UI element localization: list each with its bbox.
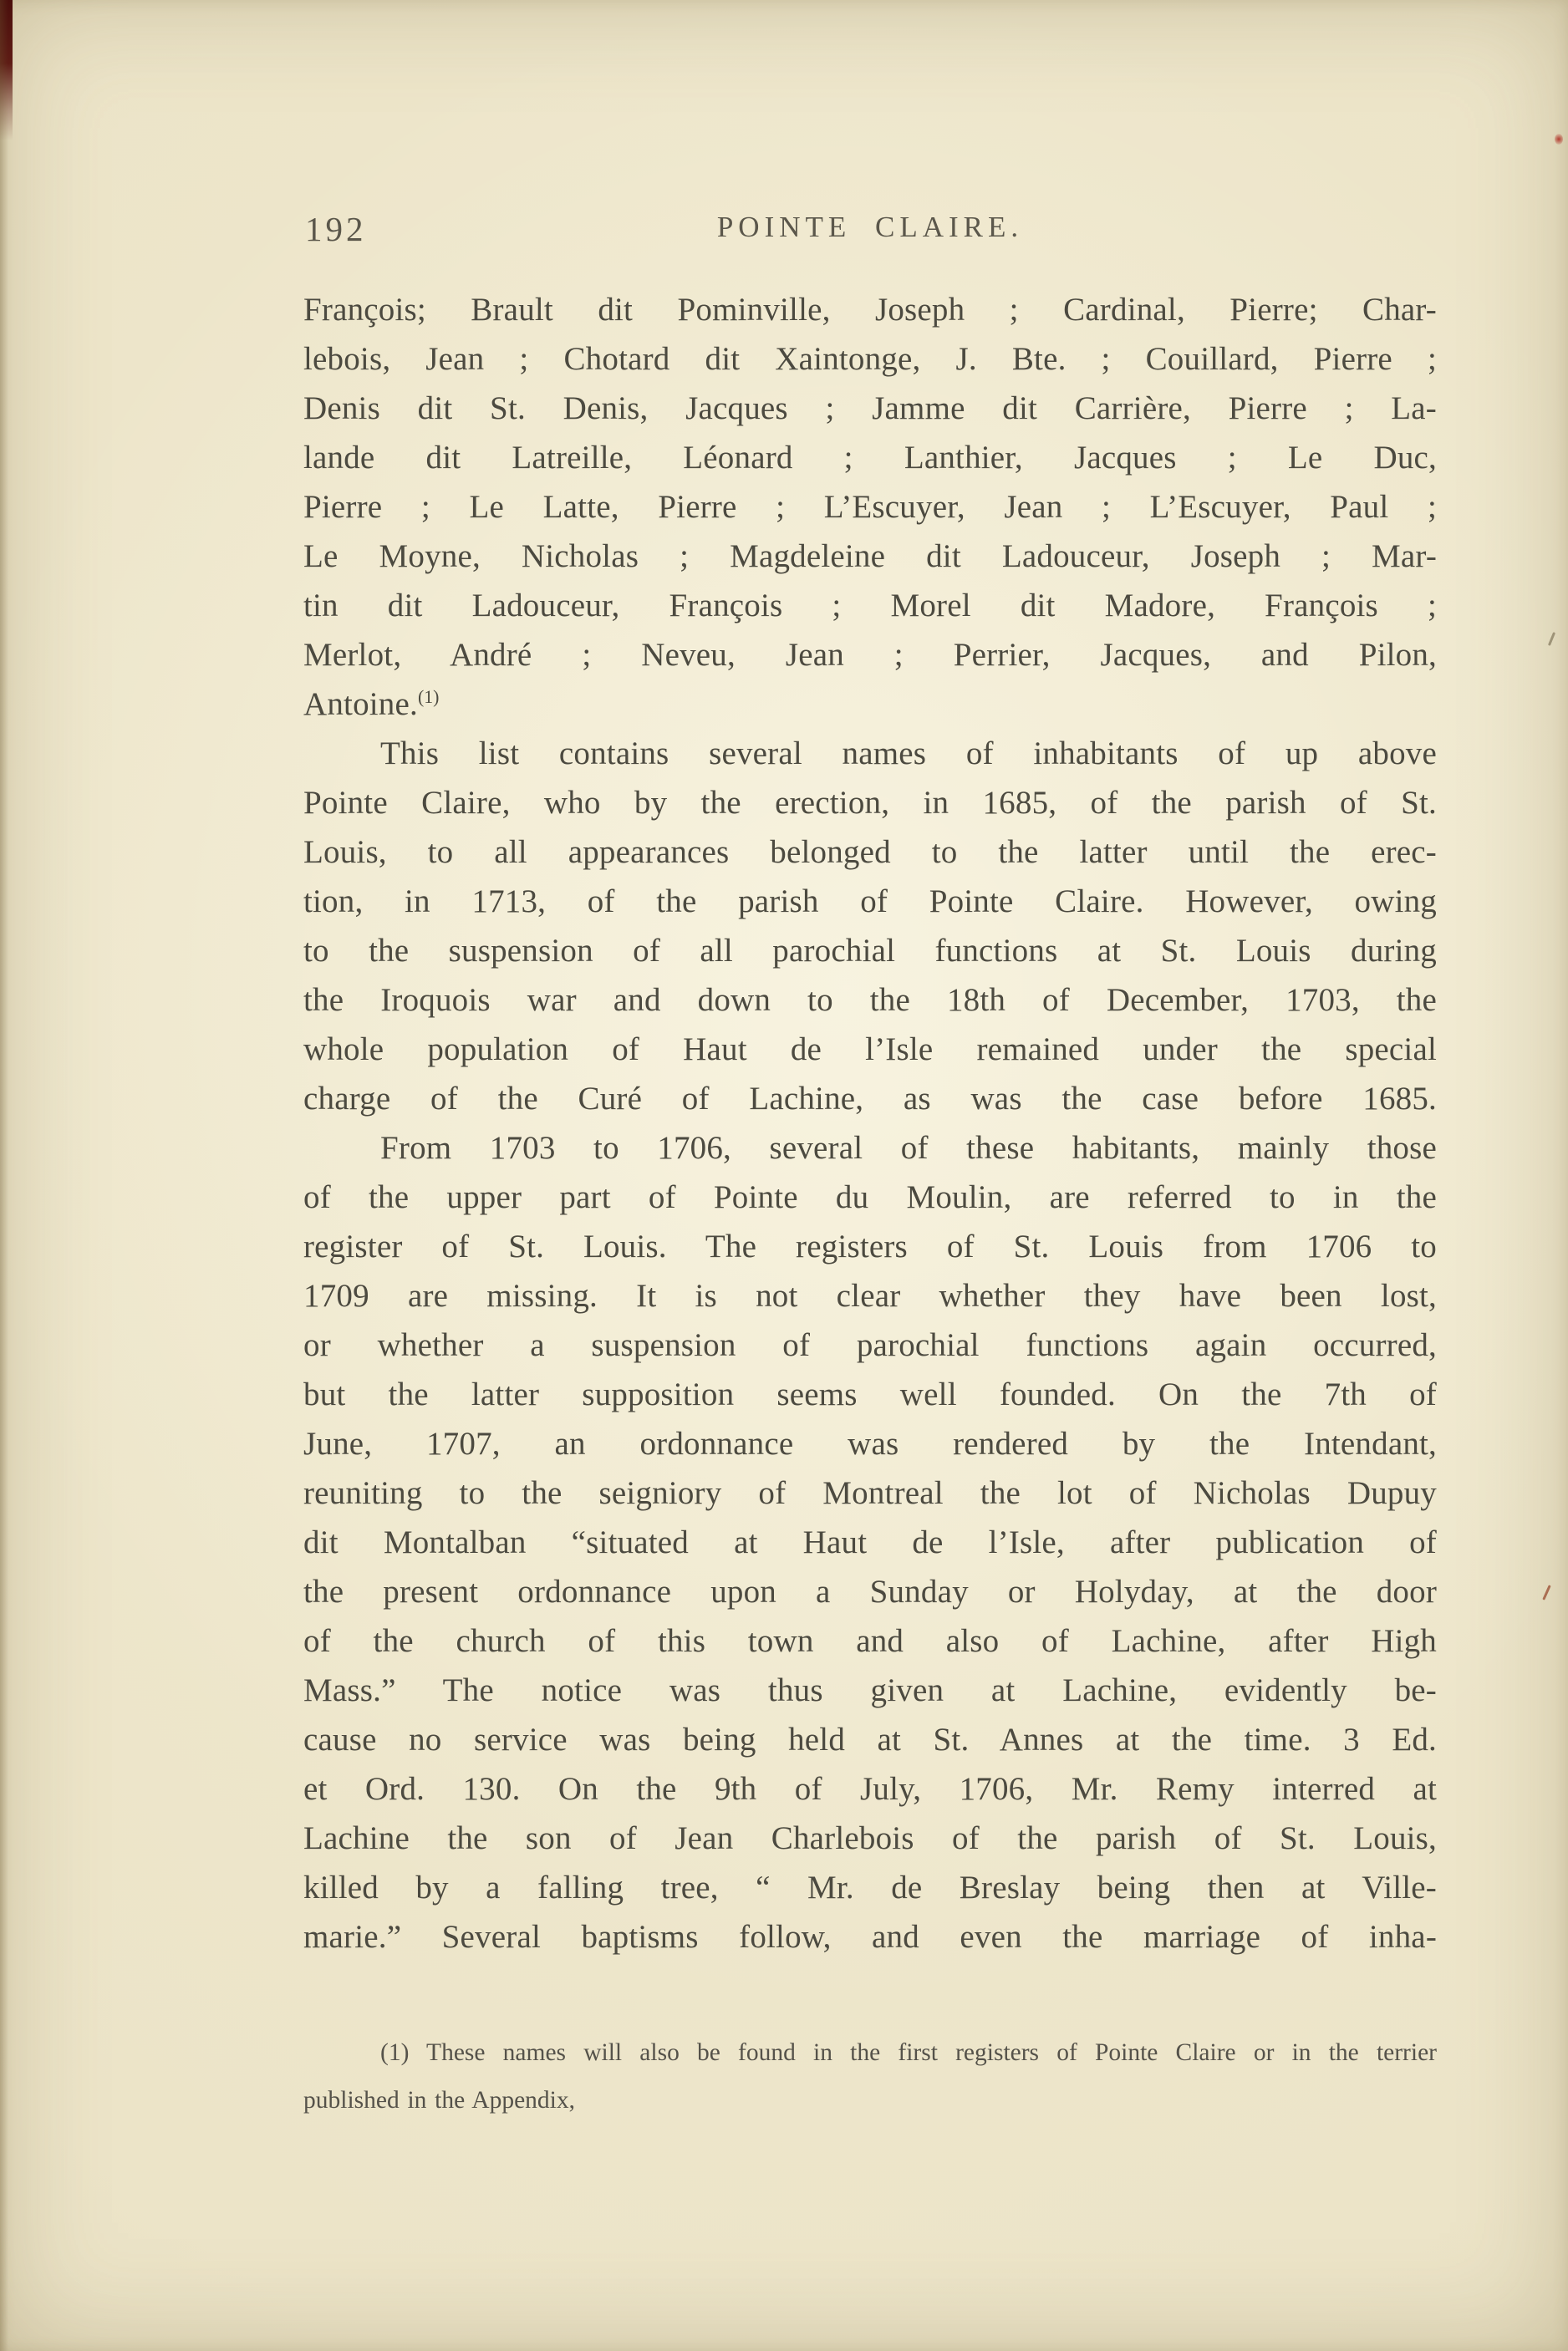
paragraph	[303, 2029, 1437, 2125]
text-line: Antoine.$^{(1)}$	[303, 686, 440, 722]
text-line: whole population of Haut de l’Isle remained under the special	[303, 1031, 1437, 1067]
text-line: dit Montalban “situated at Haut de l’Isle, after publication of	[303, 1524, 1437, 1560]
text-line: Denis dit St. Denis, Jacques ; Jamme dit Carrière, Pierre ; La-	[303, 390, 1437, 426]
text-line: et Ord. 130. On the 9th of July, 1706, Mr. Remy interred at	[303, 1771, 1437, 1807]
paragraph	[303, 729, 1437, 1123]
text-block	[303, 285, 1437, 1962]
paper-speck	[1555, 134, 1563, 145]
footnote-ref: (1)	[417, 687, 440, 707]
text-line: but the latter supposition seems well founded. On the 7th of	[303, 1377, 1437, 1412]
text-line: (1) These names will also be found in the first registers of Pointe Claire or in the terrier	[380, 2039, 1437, 2066]
text-line: Pointe Claire, who by the erection, in 1685, of the parish of St.	[303, 785, 1437, 821]
text-line: reuniting to the seigniory of Montreal the lot of Nicholas Dupuy	[303, 1475, 1437, 1511]
text-line: June, 1707, an ordonnance was rendered by the Intendant,	[303, 1426, 1437, 1462]
text-line: or whether a suspension of parochial functions again occurred,	[303, 1327, 1437, 1363]
paragraph	[303, 1123, 1437, 1962]
text-line: cause no service was being held at St. Annes at the time. 3 Ed.	[303, 1722, 1437, 1758]
text-line: This list contains several names of inhabitants of up above	[380, 735, 1437, 771]
text-line: marie.” Several baptisms follow, and even the marriage of inha-	[303, 1919, 1437, 1955]
text-line: Pierre ; Le Latte, Pierre ; L’Escuyer, Jean ; L’Escuyer, Paul ;	[303, 489, 1437, 525]
text-line: From 1703 to 1706, several of these habitants, mainly those	[380, 1130, 1437, 1166]
text-line: Mass.” The notice was thus given at Lachine, evidently be-	[303, 1672, 1437, 1708]
page-header-row	[303, 207, 1437, 257]
text-line: Merlot, André ; Neveu, Jean ; Perrier, Jacques, and Pilon,	[303, 637, 1437, 673]
text-line: of the upper part of Pointe du Moulin, are referred to in the	[303, 1179, 1437, 1215]
margin-mark	[1548, 632, 1555, 646]
page-edge-shadow	[0, 0, 8, 2351]
margin-mark	[1542, 1585, 1550, 1600]
text-line: of the church of this town and also of Lachine, after High	[303, 1623, 1437, 1659]
page-number: 192	[305, 210, 367, 248]
text-line: Lachine the son of Jean Charlebois of the parish of St. Louis,	[303, 1820, 1437, 1856]
text-line: 1709 are missing. It is not clear whether they have been lost,	[303, 1278, 1437, 1314]
running-head-title: POINTE CLAIRE.	[716, 211, 1024, 243]
text-line: killed by a falling tree, “ Mr. de Breslay being then at Ville-	[303, 1870, 1437, 1906]
text-line: the present ordonnance upon a Sunday or Holyday, at the door	[303, 1574, 1437, 1610]
text-line: Le Moyne, Nicholas ; Magdeleine dit Ladouceur, Joseph ; Mar-	[303, 538, 1437, 574]
text-line: published in the Appendix,	[303, 2087, 575, 2114]
text-line: to the suspension of all parochial functions at St. Louis during	[303, 933, 1437, 969]
text-line: lande dit Latreille, Léonard ; Lanthier, Jacques ; Le Duc,	[303, 440, 1437, 476]
text-line: François; Brault dit Pominville, Joseph ; Cardinal, Pierre; Char-	[303, 292, 1437, 328]
text-line: tin dit Ladouceur, François ; Morel dit Madore, François ;	[303, 588, 1437, 623]
text-line: register of St. Louis. The registers of St. Louis from 1706 to	[303, 1229, 1437, 1265]
text-line: tion, in 1713, of the parish of Pointe Claire. However, owing	[303, 883, 1437, 919]
text-line: Louis, to all appearances belonged to the latter until the erec-	[303, 834, 1437, 870]
text-line: charge of the Curé of Lachine, as was the case before 1685.	[303, 1081, 1437, 1117]
footnote	[303, 2029, 1437, 2125]
paragraph	[303, 285, 1437, 729]
text-line: the Iroquois war and down to the 18th of December, 1703, the	[303, 982, 1437, 1018]
text-line: lebois, Jean ; Chotard dit Xaintonge, J. Bte. ; Couillard, Pierre ;	[303, 341, 1437, 377]
